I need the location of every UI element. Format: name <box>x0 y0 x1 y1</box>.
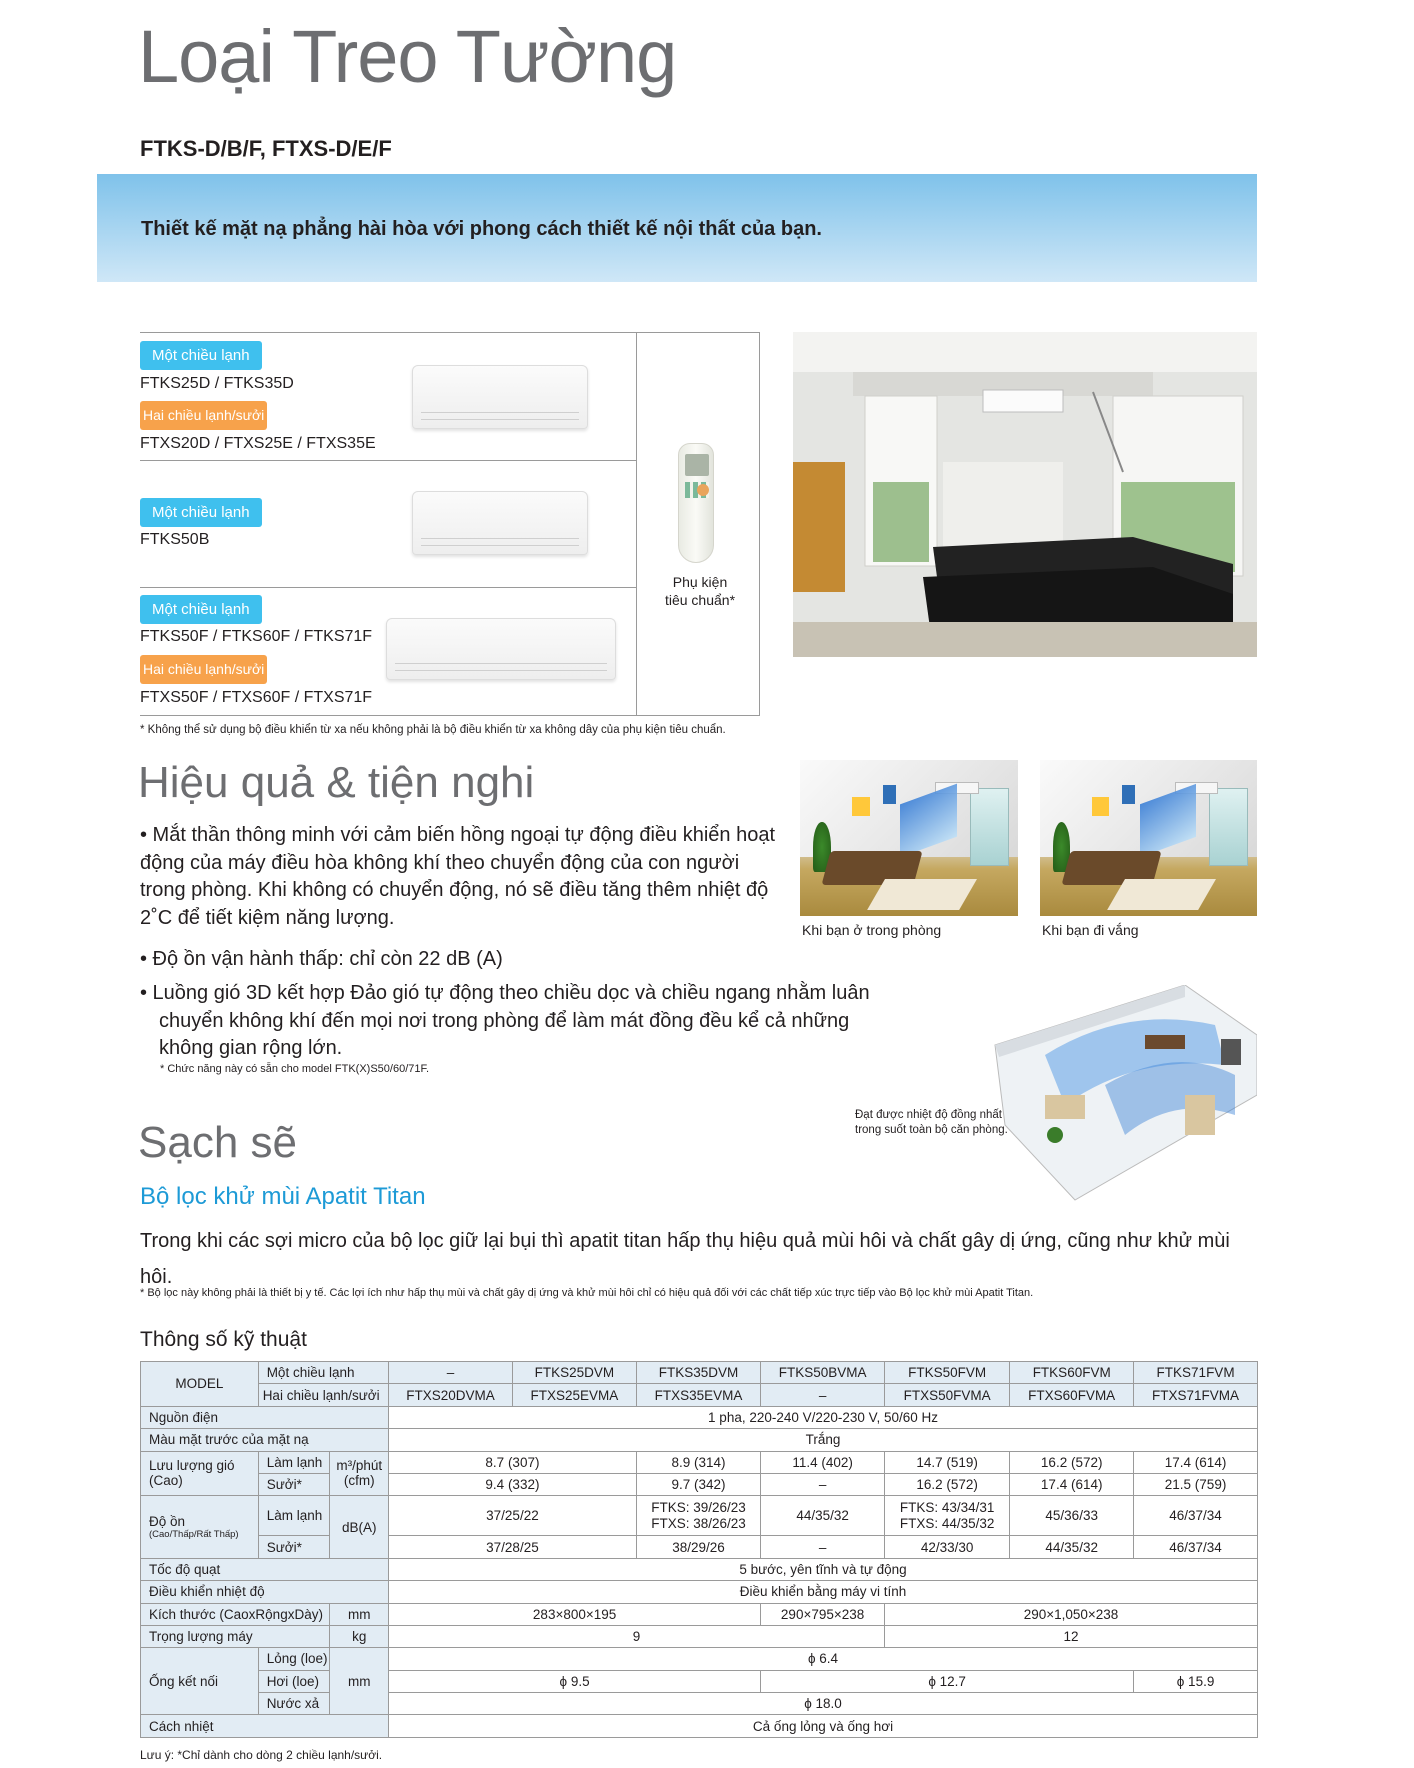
table-row <box>141 1536 1258 1558</box>
value-cell: 44/35/32 <box>761 1496 885 1536</box>
accessory-label <box>640 573 760 609</box>
color-label: Màu mặt trước của mặt nạ <box>141 1429 389 1451</box>
value-cell: ϕ 12.7 <box>761 1670 1134 1692</box>
fan-speed-label: Tốc độ quạt <box>141 1558 389 1580</box>
caption-line: Đạt được nhiệt độ đồng nhất <box>855 1109 1002 1121</box>
table-row <box>141 1648 1258 1670</box>
cooling-label: Làm lạnh <box>258 1496 330 1536</box>
value-cell: 8.7 (307) <box>389 1451 637 1473</box>
model-cell: FTKS60FVM <box>1010 1362 1134 1384</box>
value-cell: 44/35/32 <box>1010 1536 1134 1558</box>
insulation-value: Cả ống lỏng và ống hơi <box>389 1715 1258 1737</box>
indoor-unit-image <box>412 491 588 555</box>
heating-label: Sưởi* <box>258 1536 330 1558</box>
value-cell: 9.7 (342) <box>636 1473 760 1495</box>
value-cell: 46/37/34 <box>1134 1536 1258 1558</box>
remote-control-image <box>678 443 714 563</box>
clean-heading: Sạch sẽ <box>138 1118 297 1167</box>
table-row <box>141 1693 1258 1715</box>
value-cell: 16.2 (572) <box>1010 1451 1134 1473</box>
color-value: Trắng <box>389 1429 1258 1451</box>
heat-pump-label: Hai chiều lạnh/sưởi <box>258 1384 388 1406</box>
weight-unit: kg <box>330 1625 389 1647</box>
living-room-illustration <box>793 332 1257 657</box>
noise-unit: dB(A) <box>330 1496 389 1558</box>
living-room-photo <box>793 332 1257 657</box>
caption-line: trong suốt toàn bộ căn phòng. <box>855 1124 1008 1136</box>
table-row <box>141 1473 1258 1495</box>
cooling-only-badge: Một chiều lạnh <box>140 341 262 370</box>
unit-text: (cfm) <box>343 1473 375 1489</box>
table-row <box>141 1451 1258 1473</box>
airflow-sub-label: (Cao) <box>149 1473 183 1489</box>
model-series: FTKS-D/B/F, FTXS-D/E/F <box>140 136 392 161</box>
airflow-label <box>141 1451 259 1496</box>
value-cell: 16.2 (572) <box>885 1473 1010 1495</box>
tagline-banner <box>97 174 1257 282</box>
efficiency-heading: Hiệu quả & tiện nghi <box>138 758 535 807</box>
value-cell: 38/29/26 <box>636 1536 760 1558</box>
table-row <box>141 1581 1258 1603</box>
indoor-unit-image <box>386 618 616 680</box>
occupied-caption: Khi bạn ở trong phòng <box>802 922 942 938</box>
cooling-only-badge: Một chiều lạnh <box>140 595 262 624</box>
heating-label: Sưởi* <box>258 1473 330 1495</box>
value-cell: 21.5 (759) <box>1134 1473 1258 1495</box>
filter-note: * Bộ lọc này không phải là thiết bị y tế. Các lợi ích như hấp thụ mùi và chất gây dị ứng và khử mùi hôi chỉ có hiệu quả đối với các chất tiếp xúc trực tiếp vào Bộ lọc khử mùi Apatit Titan. <box>140 1287 1034 1299</box>
pipe-label: Ống kết nối <box>141 1648 259 1715</box>
cooling-only-label: Một chiều lạnh <box>258 1362 388 1384</box>
value-cell: 42/33/30 <box>885 1536 1010 1558</box>
airflow-label-text: Lưu lượng gió <box>149 1458 235 1474</box>
airflow-unit <box>330 1451 389 1496</box>
model-cell: – <box>761 1384 885 1406</box>
model-cell: FTKS35DVM <box>636 1362 760 1384</box>
insulation-label: Cách nhiệt <box>141 1715 389 1737</box>
specs-table <box>140 1361 1258 1738</box>
model-cell: FTXS71FVMA <box>1134 1384 1258 1406</box>
model-list: FTXS20D / FTXS25E / FTXS35E <box>140 435 376 452</box>
gas-pipe-label: Hơi (loe) <box>258 1670 330 1692</box>
table-row <box>141 1496 1258 1536</box>
table-row <box>141 1429 1258 1451</box>
value-cell: ϕ 6.4 <box>389 1648 1258 1670</box>
noise-sub-label: (Cao/Thấp/Rất Thấp) <box>149 1529 239 1541</box>
indoor-unit-image <box>412 365 588 429</box>
value-cell: 17.4 (614) <box>1010 1473 1134 1495</box>
value-cell: 37/28/25 <box>389 1536 637 1558</box>
3d-airflow-note: * Chức năng này có sẵn cho model FTK(X)S50/60/71F. <box>160 1063 430 1075</box>
specs-note: Lưu ý: *Chỉ dành cho dòng 2 chiều lạnh/sưởi. <box>140 1748 383 1762</box>
divider <box>140 587 636 588</box>
3d-airflow-line: • Luồng gió 3D kết hợp Đảo gió tự động theo chiều dọc và chiều ngang nhằm luân <box>140 982 870 1004</box>
noise-label <box>141 1496 259 1558</box>
divider <box>636 333 637 716</box>
unit-text: m³/phút <box>336 1458 383 1474</box>
table-row <box>141 1603 1258 1625</box>
value-cell: – <box>761 1536 885 1558</box>
value-cell: 12 <box>885 1625 1258 1647</box>
3d-airflow-line: chuyển không khí đến mọi nơi trong phòng để làm mát đồng đều kể cả những không gian rộng lớn. <box>159 1009 850 1059</box>
remote-button <box>697 484 709 496</box>
model-cell: FTXS50FVMA <box>885 1384 1010 1406</box>
cooling-only-badge: Một chiều lạnh <box>140 498 262 527</box>
model-cell: FTKS25DVM <box>512 1362 636 1384</box>
value-line: FTXS: 44/35/32 <box>899 1515 995 1531</box>
power-value: 1 pha, 220-240 V/220-230 V, 50/60 Hz <box>389 1406 1258 1428</box>
drain-pipe-label: Nước xả <box>258 1693 330 1715</box>
filter-subheading: Bộ lọc khử mùi Apatit Titan <box>140 1183 426 1210</box>
value-cell: ϕ 18.0 <box>389 1693 1258 1715</box>
value-cell <box>885 1496 1010 1536</box>
value-cell: 290×795×238 <box>761 1603 885 1625</box>
low-noise-bullet: • Độ ồn vận hành thấp: chỉ còn 22 dB (A) <box>140 948 503 970</box>
weight-label: Trọng lượng máy <box>141 1625 330 1647</box>
occupied-room-illustration <box>800 760 1018 916</box>
value-line: FTKS: 39/26/23 <box>651 1499 746 1515</box>
value-cell: 9.4 (332) <box>389 1473 637 1495</box>
value-cell: ϕ 15.9 <box>1134 1670 1258 1692</box>
3d-airflow-caption <box>855 1108 1008 1138</box>
power-label: Nguồn điện <box>141 1406 389 1428</box>
product-lineup <box>140 332 760 716</box>
model-list: FTKS50F / FTKS60F / FTKS71F <box>140 628 373 645</box>
model-label: MODEL <box>141 1362 259 1407</box>
remote-footnote: * Không thể sử dụng bộ điều khiển từ xa nếu không phải là bộ điều khiển từ xa không dây của phụ kiện tiêu chuẩn. <box>140 724 726 736</box>
table-row <box>141 1558 1258 1580</box>
temp-control-label: Điều khiển nhiệt độ <box>141 1581 389 1603</box>
model-list: FTXS50F / FTXS60F / FTXS71F <box>140 689 373 706</box>
model-cell: FTXS60FVMA <box>1010 1384 1134 1406</box>
model-cell: FTXS35EVMA <box>636 1384 760 1406</box>
table-row <box>141 1384 1258 1406</box>
accessory-label-line: tiêu chuẩn* <box>664 592 736 608</box>
model-cell: FTXS20DVMA <box>389 1384 513 1406</box>
intelligent-eye-bullet: • Mắt thần thông minh với cảm biến hồng ngoại tự động điều khiển hoạt động của máy điều hòa không khí theo chuyển động của con người trong phòng. Khi không có chuyển động, nó sẽ điều tăng thêm nhiệt độ 2˚C để tiết kiệm năng lượng. <box>140 824 776 929</box>
dimensions-label: Kích thước (CaoxRộngxDày) <box>141 1603 330 1625</box>
value-cell: 8.9 (314) <box>636 1451 760 1473</box>
value-cell: 17.4 (614) <box>1134 1451 1258 1473</box>
value-cell: 9 <box>389 1625 885 1647</box>
model-list: FTKS50B <box>140 531 210 548</box>
value-cell: – <box>761 1473 885 1495</box>
temp-control-value: Điều khiển bằng máy vi tính <box>389 1581 1258 1603</box>
value-cell: 11.4 (402) <box>761 1451 885 1473</box>
pipe-unit: mm <box>330 1648 389 1715</box>
value-cell: 45/36/33 <box>1010 1496 1134 1536</box>
model-cell: – <box>389 1362 513 1384</box>
divider <box>140 460 636 461</box>
model-cell: FTKS50BVMA <box>761 1362 885 1384</box>
table-row <box>141 1362 1258 1384</box>
3d-airflow-bullet <box>140 980 900 1063</box>
value-line: FTKS: 43/34/31 <box>899 1499 995 1515</box>
3d-airflow-illustration <box>985 985 1257 1205</box>
table-row <box>141 1670 1258 1692</box>
model-cell: FTKS71FVM <box>1134 1362 1258 1384</box>
empty-room-illustration <box>1040 760 1257 916</box>
cooling-label: Làm lạnh <box>258 1451 330 1473</box>
value-cell: 37/25/22 <box>389 1496 637 1536</box>
value-cell: 46/37/34 <box>1134 1496 1258 1536</box>
accessory-label-line: Phụ kiện <box>672 574 728 590</box>
value-cell: ϕ 9.5 <box>389 1670 761 1692</box>
filter-description: Trong khi các sợi micro của bộ lọc giữ lại bụi thì apatit titan hấp thụ hiệu quả mùi hôi và chất gây dị ứng, cũng như khử mùi hôi. <box>140 1230 1230 1288</box>
liquid-pipe-label: Lỏng (loe) <box>258 1648 330 1670</box>
value-line: FTXS: 38/26/23 <box>651 1515 746 1531</box>
table-row <box>141 1625 1258 1647</box>
fan-speed-value: 5 bước, yên tĩnh và tự động <box>389 1558 1258 1580</box>
model-list: FTKS25D / FTKS35D <box>140 375 294 392</box>
heat-pump-badge: Hai chiều lạnh/sưởi <box>140 655 267 684</box>
away-caption: Khi bạn đi vắng <box>1042 922 1139 938</box>
heat-pump-badge: Hai chiều lạnh/sưởi <box>140 401 267 430</box>
value-cell <box>636 1496 760 1536</box>
table-row <box>141 1715 1258 1737</box>
dimensions-unit: mm <box>330 1603 389 1625</box>
page-title: Loại Treo Tường <box>138 15 677 98</box>
model-cell: FTKS50FVM <box>885 1362 1010 1384</box>
value-cell: 283×800×195 <box>389 1603 761 1625</box>
tagline-text: Thiết kế mặt nạ phẳng hài hòa với phong cách thiết kế nội thất của bạn. <box>141 218 822 240</box>
model-cell: FTXS25EVMA <box>512 1384 636 1406</box>
table-row <box>141 1406 1258 1428</box>
specs-title: Thông số kỹ thuật <box>140 1328 307 1351</box>
remote-screen <box>685 454 709 476</box>
value-cell: 290×1,050×238 <box>885 1603 1258 1625</box>
value-cell: 14.7 (519) <box>885 1451 1010 1473</box>
divider <box>759 333 760 716</box>
noise-label-text: Độ ồn <box>149 1514 186 1530</box>
